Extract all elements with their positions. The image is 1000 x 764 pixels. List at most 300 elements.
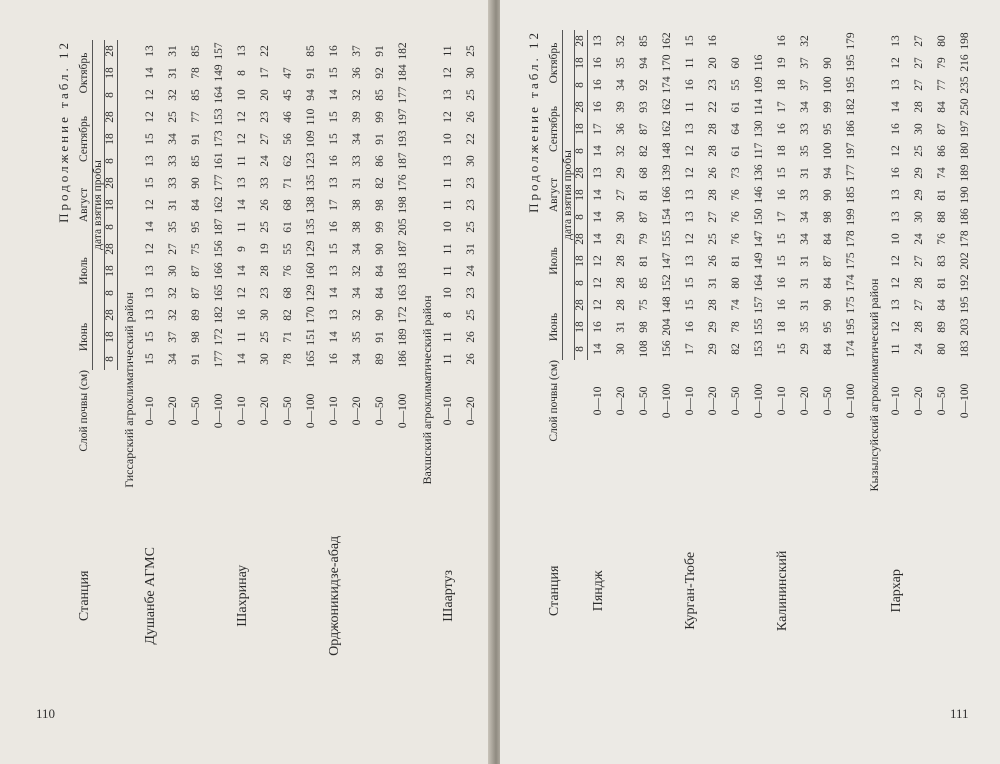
right-table-rotated <box>526 30 971 740</box>
value-cell: 13 <box>236 45 249 57</box>
value-cell: 179 <box>844 32 857 50</box>
section-title-row <box>863 30 885 740</box>
value-cell: 24 <box>912 343 925 355</box>
value-cell: 165 <box>213 284 226 302</box>
value-cell: 13 <box>144 155 157 167</box>
value-cell: 34 <box>351 353 364 365</box>
value-cell: 175 <box>844 296 857 314</box>
value-cell: 22 <box>465 133 478 145</box>
day-label: 18 <box>575 184 588 206</box>
station-name <box>702 442 725 740</box>
value-cell: 28 <box>614 299 627 311</box>
table-row <box>633 30 656 740</box>
value-cell: 32 <box>798 35 811 47</box>
value-cell: 16 <box>328 45 341 57</box>
value-cell: 23 <box>465 287 478 299</box>
table-row <box>163 40 186 740</box>
value-cell: 27 <box>912 79 925 91</box>
day-label: 18 <box>575 250 588 272</box>
value-cell: 175 <box>844 252 857 270</box>
value-cell: 85 <box>305 45 318 57</box>
value-cell: 24 <box>259 155 272 167</box>
value-cell: 36 <box>614 123 627 135</box>
value-cell: 9 <box>236 246 249 252</box>
value-cell: 13 <box>442 89 455 101</box>
value-cell: 15 <box>144 353 157 365</box>
layer-depth: 0—100 <box>660 383 673 419</box>
value-cell: 12 <box>236 287 249 299</box>
value-cell: 14 <box>592 343 604 355</box>
value-cell: 100 <box>821 142 834 160</box>
value-cell: 162 <box>660 120 673 138</box>
value-cell: 30 <box>259 353 272 365</box>
value-cell: 18 <box>775 79 788 91</box>
day-label: 28 <box>105 40 118 62</box>
table-row <box>324 40 347 740</box>
station-name: Душанбе АГМС <box>143 547 158 645</box>
layer-depth: 0—50 <box>821 386 834 416</box>
day-label: 28 <box>575 294 588 316</box>
value-cell: 12 <box>144 111 157 123</box>
layer-depth: 0—20 <box>465 396 478 426</box>
value-cell: 17 <box>259 67 272 79</box>
value-cell: 135 <box>305 218 318 236</box>
value-cell: 31 <box>167 67 180 79</box>
value-cell: 35 <box>614 57 627 69</box>
value-cell: 12 <box>236 133 249 145</box>
value-cell: 94 <box>637 57 650 69</box>
value-cell: 18 <box>775 145 788 157</box>
value-cell: 187 <box>213 218 226 236</box>
value-cell: 26 <box>465 331 478 343</box>
value-cell <box>748 30 771 52</box>
value-cell: 25 <box>259 221 272 233</box>
value-cell: 29 <box>912 189 925 201</box>
value-cell: 109 <box>752 76 765 94</box>
value-cell: 37 <box>351 45 364 57</box>
value-cell: 46 <box>282 111 295 123</box>
value-cell: 34 <box>798 101 811 113</box>
value-cell: 30 <box>259 309 272 321</box>
value-cell: 71 <box>282 331 295 343</box>
station-name <box>186 452 209 740</box>
header-row-days <box>575 30 588 740</box>
value-cell: 99 <box>374 111 387 123</box>
value-cell: 11 <box>442 199 455 211</box>
value-cell: 11 <box>683 57 696 69</box>
value-cell: 85 <box>190 45 203 57</box>
value-cell: 94 <box>821 167 834 179</box>
value-cell: 193 <box>397 130 410 148</box>
value-cell: 31 <box>167 45 180 57</box>
value-cell: 153 <box>752 340 765 358</box>
station-name <box>908 442 931 740</box>
value-cell: 35 <box>351 331 364 343</box>
value-cell: 162 <box>660 98 673 116</box>
value-cell: 68 <box>637 167 650 179</box>
value-cell: 16 <box>889 167 902 179</box>
value-cell: 186 <box>844 120 857 138</box>
layer-depth: 0—20 <box>259 396 272 426</box>
value-cell: 99 <box>374 221 387 233</box>
value-cell: 15 <box>328 67 341 79</box>
value-cell: 99 <box>821 101 834 113</box>
value-cell: 76 <box>282 265 295 277</box>
value-cell: 13 <box>328 309 341 321</box>
value-cell: 205 <box>397 218 410 236</box>
value-cell: 12 <box>144 199 157 211</box>
value-cell: 81 <box>935 277 948 289</box>
value-cell: 34 <box>167 353 180 365</box>
value-cell: 73 <box>729 167 742 179</box>
value-cell: 34 <box>351 243 364 255</box>
layer-depth: 0—100 <box>305 393 318 429</box>
value-cell: 32 <box>167 89 180 101</box>
value-cell: 202 <box>958 252 971 270</box>
table-row <box>794 30 817 740</box>
value-cell: 78 <box>190 67 203 79</box>
value-cell: 61 <box>282 221 295 233</box>
value-cell: 90 <box>374 309 387 321</box>
left-page <box>0 0 492 764</box>
table-row <box>232 40 255 740</box>
value-cell: 83 <box>935 255 948 267</box>
value-cell: 28 <box>706 189 719 201</box>
value-cell: 23 <box>465 199 478 211</box>
value-cell: 186 <box>397 350 410 368</box>
value-cell: 23 <box>465 177 478 189</box>
right-page <box>500 0 1000 764</box>
value-cell: 31 <box>706 277 719 289</box>
value-cell: 183 <box>397 262 410 280</box>
value-cell: 92 <box>637 79 650 91</box>
header-row-days <box>105 40 118 740</box>
value-cell: 26 <box>465 111 478 123</box>
value-cell: 14 <box>144 67 157 79</box>
value-cell: 14 <box>328 287 341 299</box>
value-cell: 163 <box>397 284 410 302</box>
layer-depth: 0—10 <box>236 396 249 426</box>
value-cell: 135 <box>305 174 318 192</box>
value-cell: 84 <box>935 299 948 311</box>
value-cell <box>278 40 301 62</box>
day-label: 8 <box>575 74 588 96</box>
station-name <box>794 442 817 740</box>
col-layer: Слой почвы (см) <box>548 360 561 442</box>
value-cell: 12 <box>144 243 157 255</box>
table-row <box>656 30 679 740</box>
value-cell: 13 <box>592 35 604 47</box>
value-cell: 33 <box>351 155 364 167</box>
value-cell: 27 <box>912 255 925 267</box>
value-cell: 90 <box>821 299 834 311</box>
value-cell: 15 <box>775 343 788 355</box>
layer-depth: 0—100 <box>213 393 226 429</box>
value-cell: 38 <box>351 221 364 233</box>
day-label: 8 <box>105 150 118 172</box>
value-cell: 11 <box>683 101 696 113</box>
value-cell: 155 <box>660 230 673 248</box>
value-cell: 31 <box>351 177 364 189</box>
layer-depth: 0—100 <box>397 393 410 429</box>
value-cell: 16 <box>328 353 341 365</box>
table-row <box>278 40 301 740</box>
station-name <box>209 452 232 740</box>
value-cell: 235 <box>958 76 971 94</box>
value-cell: 192 <box>958 274 971 292</box>
layer-depth: 0—50 <box>282 396 295 426</box>
value-cell: 23 <box>259 287 272 299</box>
value-cell: 189 <box>397 328 410 346</box>
value-cell: 139 <box>660 164 673 182</box>
table-row <box>140 40 163 740</box>
day-label: 8 <box>105 348 118 370</box>
table-row <box>908 30 931 740</box>
value-cell: 16 <box>328 155 341 167</box>
table-header: Продолжение табл. 12 <box>56 40 71 223</box>
value-cell: 23 <box>259 111 272 123</box>
value-cell: 98 <box>637 321 650 333</box>
value-cell: 12 <box>683 233 696 245</box>
value-cell: 84 <box>190 199 203 211</box>
value-cell: 80 <box>729 277 742 289</box>
value-cell: 147 <box>660 252 673 270</box>
value-cell: 87 <box>935 123 948 135</box>
value-cell: 56 <box>282 133 295 145</box>
value-cell: 85 <box>637 35 650 47</box>
value-cell: 76 <box>935 233 948 245</box>
col-station: Станция <box>547 565 562 617</box>
station-name <box>163 452 186 740</box>
value-cell: 12 <box>683 167 696 179</box>
value-cell: 55 <box>282 243 295 255</box>
value-cell: 25 <box>465 89 478 101</box>
value-cell: 110 <box>305 108 318 126</box>
value-cell: 20 <box>259 89 272 101</box>
value-cell: 27 <box>912 57 925 69</box>
station-name <box>748 442 771 740</box>
value-cell: 74 <box>729 299 742 311</box>
table-row <box>748 30 771 740</box>
value-cell: 11 <box>442 265 455 277</box>
value-cell: 82 <box>729 343 742 355</box>
value-cell: 81 <box>935 189 948 201</box>
value-cell: 148 <box>660 296 673 314</box>
value-cell: 76 <box>729 211 742 223</box>
day-label: 18 <box>105 62 118 84</box>
col-layer: Слой почвы (см) <box>78 370 91 452</box>
value-cell: 93 <box>637 101 650 113</box>
value-cell: 13 <box>144 265 157 277</box>
value-cell: 80 <box>935 343 948 355</box>
value-cell: 32 <box>167 309 180 321</box>
layer-depth: 0—10 <box>591 386 604 416</box>
value-cell: 34 <box>798 233 811 245</box>
station-name <box>301 452 324 740</box>
value-cell: 31 <box>798 255 811 267</box>
value-cell: 76 <box>729 189 742 201</box>
value-cell: 12 <box>236 111 249 123</box>
value-cell: 15 <box>683 277 696 289</box>
section-title-row <box>416 40 438 740</box>
value-cell: 123 <box>305 152 318 170</box>
value-cell: 82 <box>374 177 387 189</box>
station-name <box>954 442 977 740</box>
value-cell: 176 <box>397 174 410 192</box>
value-cell: 37 <box>167 331 180 343</box>
value-cell: 148 <box>660 142 673 160</box>
table-row <box>438 40 461 740</box>
day-label: 18 <box>575 118 588 140</box>
value-cell: 28 <box>912 101 925 113</box>
value-cell: 146 <box>752 186 765 204</box>
table-row <box>885 30 908 740</box>
station-name <box>461 452 484 740</box>
station-name: Курган-Тюбе <box>682 551 698 630</box>
value-cell: 95 <box>821 321 834 333</box>
station-name: Пяндж <box>590 570 606 612</box>
table-row <box>954 30 977 740</box>
header-row-months <box>548 30 562 740</box>
value-cell: 34 <box>167 133 180 145</box>
value-cell: 11 <box>236 331 249 343</box>
value-cell: 35 <box>798 145 811 157</box>
value-cell: 17 <box>775 101 788 113</box>
value-cell: 177 <box>844 164 857 182</box>
value-cell: 13 <box>889 211 902 223</box>
value-cell: 68 <box>282 199 295 211</box>
value-cell: 14 <box>889 101 902 113</box>
value-cell: 31 <box>798 299 811 311</box>
value-cell: 31 <box>465 243 478 255</box>
value-cell: 84 <box>374 265 387 277</box>
value-cell: 33 <box>167 155 180 167</box>
value-cell: 195 <box>844 76 857 94</box>
value-cell: 12 <box>889 57 902 69</box>
value-cell: 11 <box>442 331 455 343</box>
value-cell: 31 <box>614 321 627 333</box>
layer-depth: 0—10 <box>775 386 788 416</box>
value-cell: 82 <box>282 309 295 321</box>
day-label: 28 <box>575 228 588 250</box>
value-cell: 16 <box>236 309 249 321</box>
table-row <box>461 40 484 740</box>
day-label: 18 <box>575 52 588 74</box>
layer-depth: 0—10 <box>889 386 902 416</box>
value-cell: 28 <box>614 255 627 267</box>
value-cell: 85 <box>190 89 203 101</box>
value-cell: 82 <box>637 145 650 157</box>
layer-depth: 0—100 <box>958 383 971 419</box>
value-cell: 34 <box>351 287 364 299</box>
left-table-rotated <box>56 40 476 740</box>
section-title-row <box>117 40 140 740</box>
value-cell: 77 <box>935 79 948 91</box>
value-cell: 30 <box>167 265 180 277</box>
layer-depth: 0—20 <box>614 386 627 416</box>
value-cell: 16 <box>889 123 902 135</box>
value-cell: 81 <box>637 189 650 201</box>
value-cell: 87 <box>190 287 203 299</box>
value-cell: 76 <box>729 233 742 245</box>
table-row <box>725 30 748 740</box>
value-cell: 25 <box>465 45 478 57</box>
value-cell: 189 <box>958 164 971 182</box>
value-cell: 197 <box>397 108 410 126</box>
value-cell: 164 <box>213 86 226 104</box>
layer-depth: 0—10 <box>144 396 157 426</box>
value-cell: 26 <box>259 199 272 211</box>
value-cell: 197 <box>844 142 857 160</box>
value-cell: 161 <box>213 152 226 170</box>
table-row <box>186 40 209 740</box>
value-cell: 12 <box>144 89 157 101</box>
value-cell: 61 <box>729 101 742 113</box>
value-cell: 17 <box>683 343 696 355</box>
value-cell: 33 <box>259 177 272 189</box>
table-row <box>610 30 633 740</box>
value-cell: 12 <box>592 277 604 289</box>
station-name <box>633 442 656 740</box>
layer-depth: 0—50 <box>935 386 948 416</box>
value-cell: 195 <box>958 296 971 314</box>
value-cell: 87 <box>190 265 203 277</box>
layer-depth: 0—50 <box>729 386 742 416</box>
value-cell: 13 <box>889 299 902 311</box>
value-cell: 162 <box>660 32 673 50</box>
day-label: 8 <box>575 140 588 162</box>
value-cell: 157 <box>752 296 765 314</box>
value-cell: 28 <box>912 277 925 289</box>
value-cell: 95 <box>190 221 203 233</box>
value-cell: 15 <box>775 233 788 245</box>
value-cell: 32 <box>351 265 364 277</box>
layer-depth: 0—50 <box>190 396 203 426</box>
sampling-date-label: дата взятия пробы <box>92 40 105 370</box>
value-cell: 187 <box>397 240 410 258</box>
value-cell: 129 <box>305 240 318 258</box>
value-cell: 86 <box>374 155 387 167</box>
value-cell: 84 <box>374 287 387 299</box>
station-name <box>255 452 278 740</box>
value-cell: 24 <box>912 233 925 245</box>
data-table <box>78 40 530 740</box>
day-label: 8 <box>105 84 118 106</box>
value-cell: 11 <box>236 221 249 233</box>
header-row-date <box>92 40 105 740</box>
value-cell: 28 <box>912 321 925 333</box>
value-cell: 31 <box>167 199 180 211</box>
value-cell: 14 <box>592 211 604 223</box>
table-row <box>393 40 416 740</box>
day-label: 28 <box>575 96 588 118</box>
value-cell: 114 <box>752 98 765 116</box>
value-cell: 182 <box>213 306 226 324</box>
value-cell: 60 <box>729 57 742 69</box>
value-cell: 26 <box>465 353 478 365</box>
value-cell: 199 <box>844 208 857 226</box>
day-label: 18 <box>105 326 118 348</box>
value-cell: 32 <box>351 309 364 321</box>
value-cell: 79 <box>935 57 948 69</box>
value-cell: 14 <box>236 199 249 211</box>
value-cell: 170 <box>305 306 318 324</box>
value-cell: 98 <box>190 331 203 343</box>
value-cell: 25 <box>259 331 272 343</box>
day-label: 18 <box>105 260 118 282</box>
month-1: Июль <box>78 238 92 304</box>
value-cell: 166 <box>213 262 226 280</box>
